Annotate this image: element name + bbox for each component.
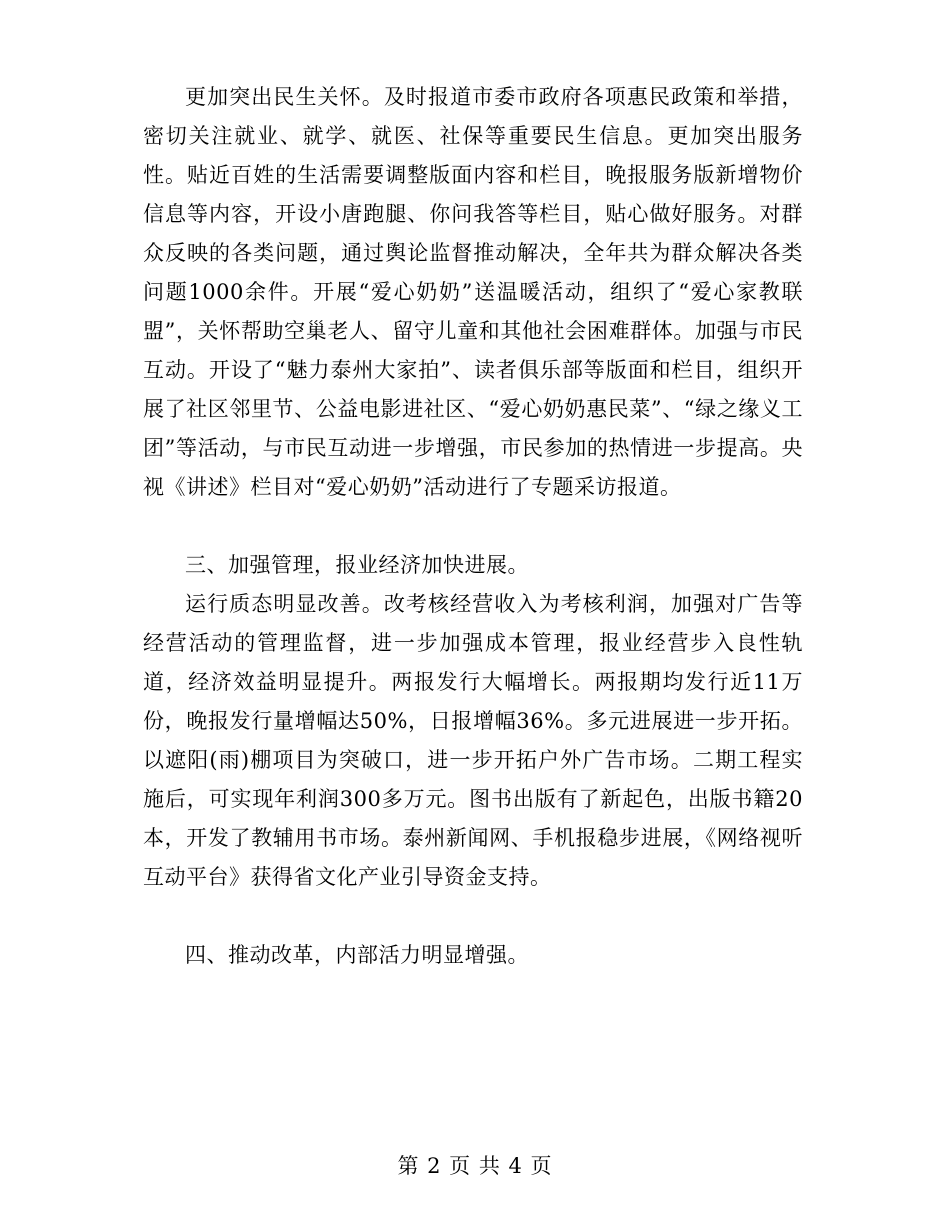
section-heading-3: 三、加强管理，报业经济加快进展。: [185, 553, 529, 577]
document-body: [143, 78, 803, 975]
section-heading-4: 四、推动改革，内部活力明显增强。: [185, 943, 529, 967]
page-footer: 第 2 页 共 4 页: [397, 1154, 553, 1178]
paragraph-livelihood: 更加突出民生关怀。及时报道市委市政府各项惠民政策和举措，密切关注就业、就学、就医、社保等重要民生信息。更加突出服务性。贴近百姓的生活需要调整版面内容和栏目，晚报服务版新增物价信息等内容，开设小唐跑腿、你问我答等栏目，贴心做好服务。对群众反映的各类问题，通过舆论监督推动解决，全年共为群众解决各类问题1000余件。开展“爱心奶奶”送温暖活动，组织了“爱心家教联盟”，关怀帮助空巢老人、留守儿童和其他社会困难群体。加强与市民互动。开设了“魅力泰州大家拍”、读者俱乐部等版面和栏目，组织开展了社区邻里节、公益电影进社区、“爱心奶奶惠民菜”、“绿之缘义工团”等活动，与市民互动进一步增强，市民参加的热情进一步提高。央视《讲述》栏目对“爱心奶奶”活动进行了专题采访报道。: [143, 85, 803, 499]
paragraph-operations: 运行质态明显改善。改考核经营收入为考核利润，加强对广告等经营活动的管理监督，进一步加强成本管理，报业经营步入良性轨道，经济效益明显提升。两报发行大幅增长。两报期均发行近11万份，晚报发行量增幅达50%，日报增幅36%。多元进展进一步开拓。以遮阳(雨)棚项目为突破口，进一步开拓户外广告市场。二期工程实施后，可实现年利润300多万元。图书出版有了新起色，出版书籍20本，开发了教辅用书市场。泰州新闻网、手机报稳步进展，《网络视听互动平台》获得省文化产业引导资金支持。: [143, 592, 803, 889]
